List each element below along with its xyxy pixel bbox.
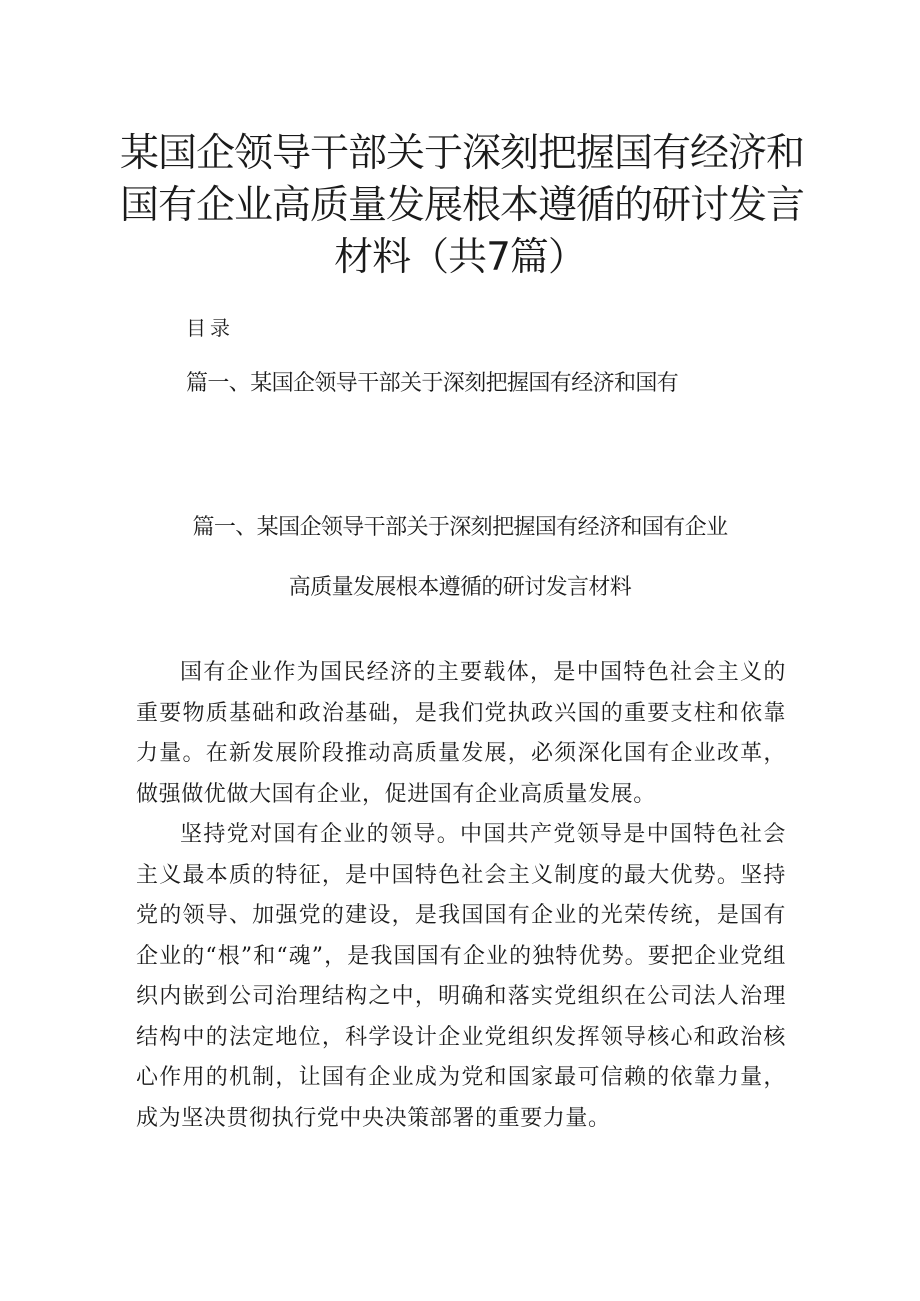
toc-label: 目录 xyxy=(186,316,234,340)
section-heading-line: 高质量发展根本遵循的研讨发言材料 xyxy=(288,575,632,600)
toc-item-1[interactable]: 篇一、某国企领导干部关于深刻把握国有经济和国有 xyxy=(186,371,679,396)
section-heading-line: 篇一、某国企领导干部关于深刻把握国有经济和国有企业 xyxy=(192,515,728,540)
document-title-line: 某国企领导干部关于深刻把握国有经济和 xyxy=(120,131,805,176)
section-heading xyxy=(120,498,800,618)
body-paragraph: 坚持党对国有企业的领导。中国共产党领导是中国特色社会主义最本质的特征，是中国特色社会主义制度的最大优势。坚持党的领导、加强党的建设，是我国国有企业的光荣传统，是国有企业的“根”和“魂”，是我国国有企业的独特优势。要把企业党组织内嵌到公司治理结构之中，明确和落实党组织在公司法人治理结构中的法定地位，科学设计企业党组织发挥领导核心和政治核心作用的机制，让国有企业成为党和国家最可信赖的依靠力量，成为坚决贯彻执行党中央决策部署的重要力量。 xyxy=(136,822,786,1131)
document-title xyxy=(120,128,805,284)
document-title-line: 国有企业高质量发展根本遵循的研讨发言 xyxy=(120,183,805,228)
body-paragraph: 国有企业作为国民经济的主要载体，是中国特色社会主义的重要物质基础和政治基础，是我们党执政兴国的重要支柱和依靠力量。在新发展阶段推动高质量发展，必须深化国有企业改革，做强做优做大国有企业，促进国有企业高质量发展。 xyxy=(136,660,786,807)
section-body xyxy=(136,653,786,1139)
document-title-line: 材料（共7篇） xyxy=(334,235,586,280)
